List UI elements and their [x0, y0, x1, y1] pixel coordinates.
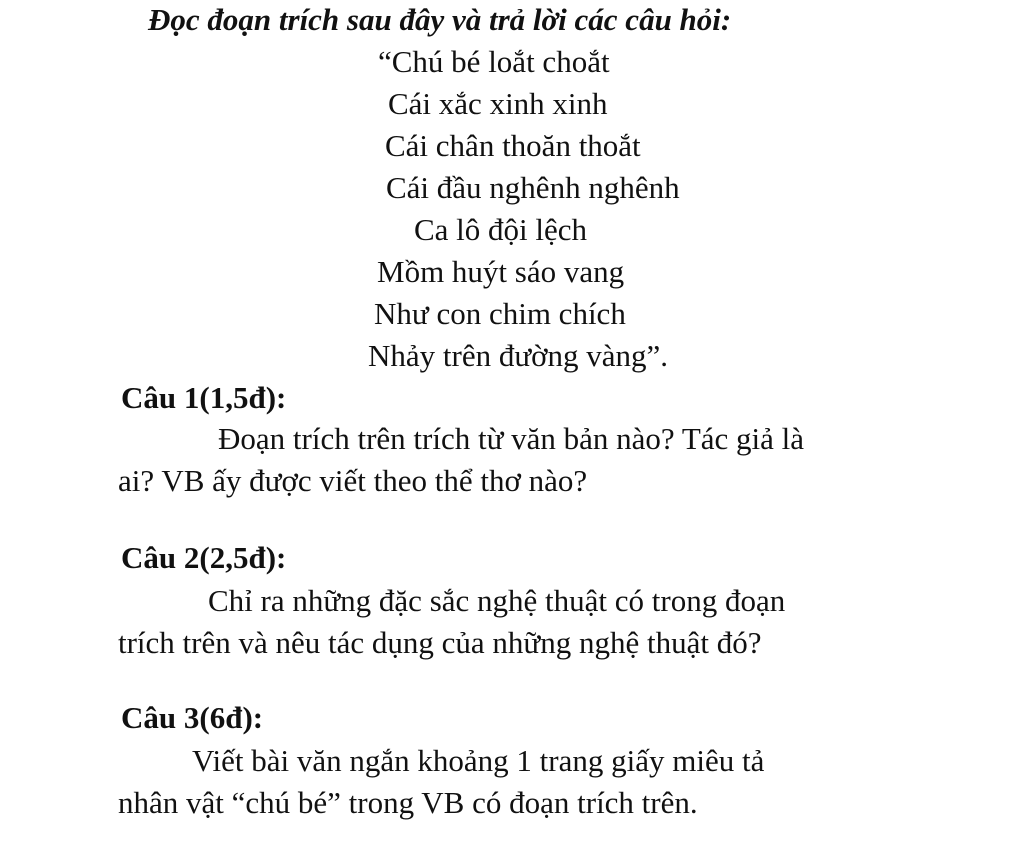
- question-1-line-1: Đoạn trích trên trích từ văn bản nào? Tác giả là: [218, 421, 805, 456]
- poem-line-2: Cái xắc xinh xinh: [388, 86, 608, 121]
- question-2-line-2: trích trên và nêu tác dụng của những nghệ thuật đó?: [118, 625, 762, 660]
- question-2-title: Câu 2(2,5đ):: [121, 540, 287, 575]
- question-1-line-2: ai? VB ấy được viết theo thể thơ nào?: [118, 463, 588, 498]
- question-3-title: Câu 3(6đ):: [121, 700, 264, 735]
- question-3-line-2: nhân vật “chú bé” trong VB có đoạn trích trên.: [118, 785, 698, 820]
- poem-line-5: Ca lô đội lệch: [414, 212, 588, 247]
- poem-line-1: “Chú bé loắt choắt: [378, 44, 610, 79]
- question-1-title: Câu 1(1,5đ):: [121, 380, 287, 415]
- poem-line-7: Như con chim chích: [374, 296, 626, 331]
- question-3-line-1: Viết bài văn ngắn khoảng 1 trang giấy miêu tả: [192, 743, 765, 778]
- poem-line-4: Cái đầu nghênh nghênh: [386, 170, 680, 205]
- question-2-line-1: Chỉ ra những đặc sắc nghệ thuật có trong đoạn: [208, 583, 786, 618]
- poem-line-8: Nhảy trên đường vàng”.: [368, 338, 669, 373]
- instruction-heading: Đọc đoạn trích sau đây và trả lời các câu hỏi:: [148, 2, 732, 37]
- poem-line-6: Mồm huýt sáo vang: [377, 254, 625, 289]
- poem-line-3: Cái chân thoăn thoắt: [385, 128, 641, 163]
